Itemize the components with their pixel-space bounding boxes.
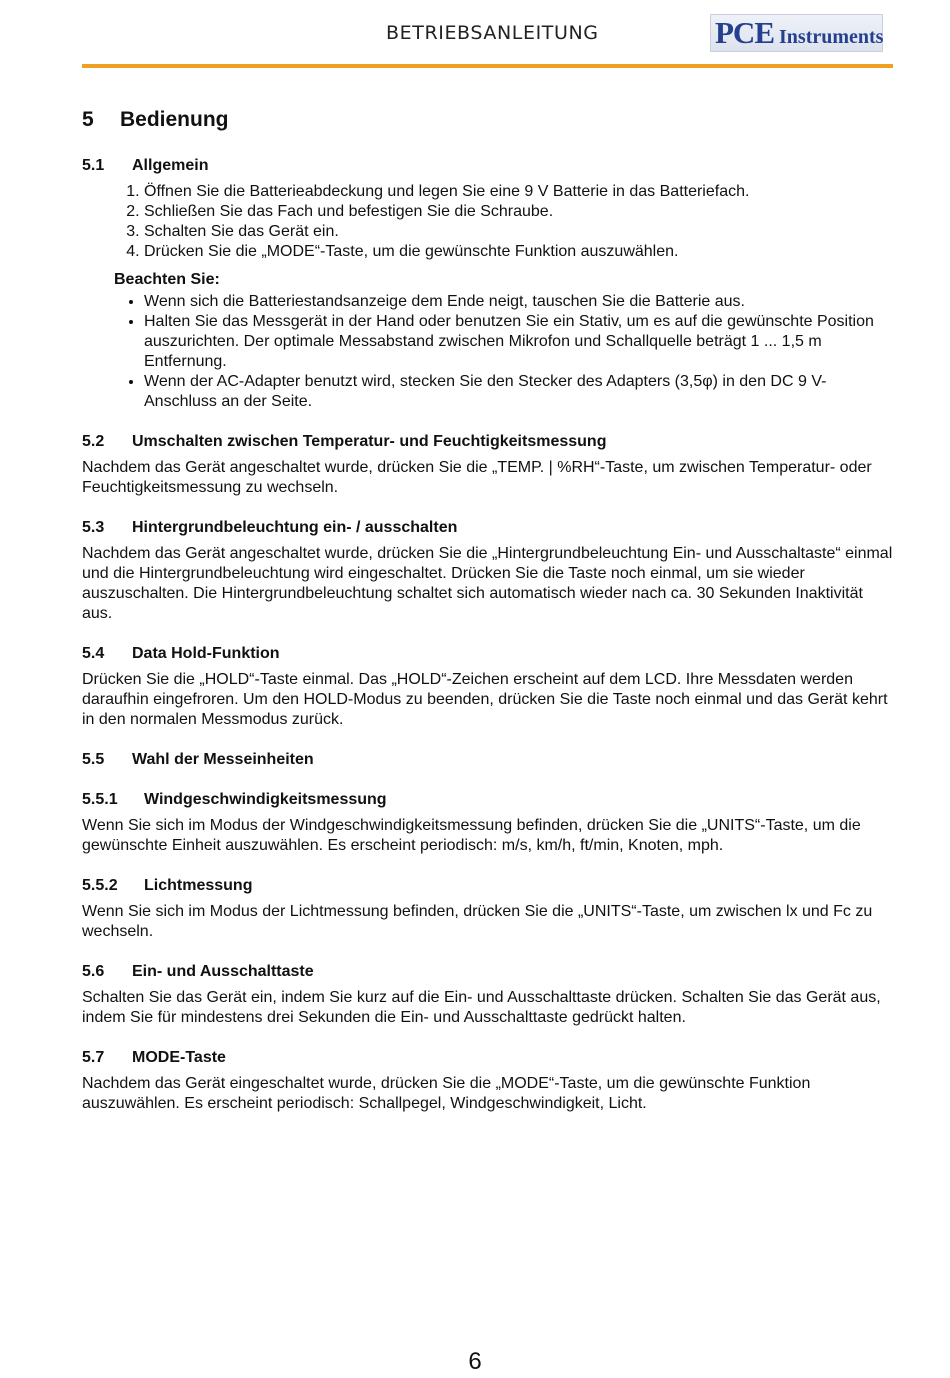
- section-paragraph: Nachdem das Gerät angeschaltet wurde, drücken Sie die „Hintergrundbeleuchtung Ein- und Ausschaltaste“ einmal und die Hintergrundbeleuchtung wird eingeschaltet. Drücken Sie die Taste noch einmal, um sie wieder auszuschalten. Die Hintergrundbeleuchtung schaltet sich automatisch wieder nach ca. 30 Sekunden Inaktivität aus.: [82, 545, 893, 622]
- header-divider: [82, 64, 893, 68]
- section-paragraph: Nachdem das Gerät angeschaltet wurde, drücken Sie die „TEMP. | %RH“-Taste, um zwischen Temperatur- oder Feuchtigkeitsmessung zu wechseln.: [82, 459, 872, 496]
- section-number: 5.6: [82, 963, 105, 980]
- section-number: 5.4: [82, 645, 105, 662]
- logo-pce-text: PCE: [715, 15, 774, 50]
- page-number: 6: [468, 1348, 482, 1375]
- section-title: Hintergrundbeleuchtung ein- / ausschalten: [132, 519, 458, 536]
- section-5-6-heading: [82, 962, 893, 982]
- section-title: Allgemein: [132, 157, 209, 174]
- section-number: 5: [82, 108, 94, 131]
- section-title: Ein- und Ausschalttaste: [132, 963, 314, 980]
- document-header-title: BETRIEBSANLEITUNG: [386, 22, 599, 44]
- section-number: 5.5.2: [82, 877, 118, 894]
- section-number: 5.5: [82, 751, 105, 768]
- section-paragraph: Nachdem das Gerät eingeschaltet wurde, drücken Sie die „MODE“-Taste, um die gewünschte Funktion auszuwählen. Es erscheint periodisch: Schallpegel, Windgeschwindigkeit, Licht.: [82, 1075, 811, 1112]
- note-label: Beachten Sie:: [114, 271, 220, 288]
- list-item: 4. Drücken Sie die „MODE“-Taste, um die gewünschte Funktion auszuwählen.: [144, 242, 893, 262]
- list-item: • Wenn der AC-Adapter benutzt wird, stecken Sie den Stecker des Adapters (3,5φ) in den DC 9 V-Anschluss an der Seite.: [144, 372, 893, 412]
- section-5-5-heading: [82, 750, 893, 770]
- section-paragraph: Schalten Sie das Gerät ein, indem Sie kurz auf die Ein- und Ausschalttaste drücken. Schalten Sie das Gerät aus, indem Sie für mindestens drei Sekunden die Ein- und Ausschalttaste gedrückt halten.: [82, 989, 881, 1026]
- section-title: Windgeschwindigkeitsmessung: [144, 791, 387, 808]
- section-5-5-2-heading: [82, 876, 893, 896]
- section-5-7-heading: [82, 1048, 893, 1068]
- section-title: Wahl der Messeinheiten: [132, 751, 314, 768]
- section-number: 5.3: [82, 519, 105, 536]
- list-item: 3. Schalten Sie das Gerät ein.: [144, 222, 893, 242]
- list-item: • Wenn sich die Batteriestandsanzeige dem Ende neigt, tauschen Sie die Batterie aus.: [144, 292, 893, 312]
- section-5-5-1-heading: [82, 790, 893, 810]
- section-5-2-heading: [82, 432, 893, 452]
- list-item: 2. Schließen Sie das Fach und befestigen Sie die Schraube.: [144, 202, 893, 222]
- list-item: • Halten Sie das Messgerät in der Hand oder benutzen Sie ein Stativ, um es auf die gewünschte Position auszurichten. Der optimale Messabstand zwischen Mikrofon und Schallquelle beträgt 1 ... 1,5 m Entfernung.: [144, 312, 893, 372]
- section-title: Bedienung: [120, 108, 229, 131]
- section-5-3-heading: [82, 518, 893, 538]
- section-title: MODE-Taste: [132, 1049, 226, 1066]
- section-title: Umschalten zwischen Temperatur- und Feuchtigkeitsmessung: [132, 433, 607, 450]
- section-number: 5.7: [82, 1049, 105, 1066]
- section-title: Data Hold-Funktion: [132, 645, 280, 662]
- section-5-4-heading: [82, 644, 893, 664]
- section-number: 5.5.1: [82, 791, 118, 808]
- logo-instruments-text: Instruments: [779, 26, 884, 48]
- pce-instruments-logo: [710, 14, 883, 52]
- section-title: Lichtmessung: [144, 877, 253, 894]
- section-number: 5.2: [82, 433, 105, 450]
- setup-steps-list: [82, 182, 893, 262]
- section-paragraph: Wenn Sie sich im Modus der Lichtmessung befinden, drücken Sie die „UNITS“-Taste, um zwischen lx und Fc zu wechseln.: [82, 903, 873, 940]
- section-5-1-heading: [82, 156, 893, 176]
- section-paragraph: Wenn Sie sich im Modus der Windgeschwindigkeitsmessung befinden, drücken Sie die „UNITS“-Taste, um die gewünschte Einheit auszuwählen. Es erscheint periodisch: m/s, km/h, ft/min, Knoten, mph.: [82, 817, 861, 854]
- notes-list: [82, 292, 893, 412]
- note-block: [114, 270, 893, 290]
- section-number: 5.1: [82, 157, 105, 174]
- section-5-heading: [82, 106, 893, 134]
- list-item: 1. Öffnen Sie die Batterieabdeckung und legen Sie eine 9 V Batterie in das Batteriefach.: [144, 182, 893, 202]
- section-paragraph: Drücken Sie die „HOLD“-Taste einmal. Das „HOLD“-Zeichen erscheint auf dem LCD. Ihre Messdaten werden daraufhin eingefroren. Um den HOLD-Modus zu beenden, drücken Sie die Taste noch einmal und das Gerät kehrt in den normalen Messmodus zurück.: [82, 671, 888, 728]
- page-content: [82, 106, 893, 1134]
